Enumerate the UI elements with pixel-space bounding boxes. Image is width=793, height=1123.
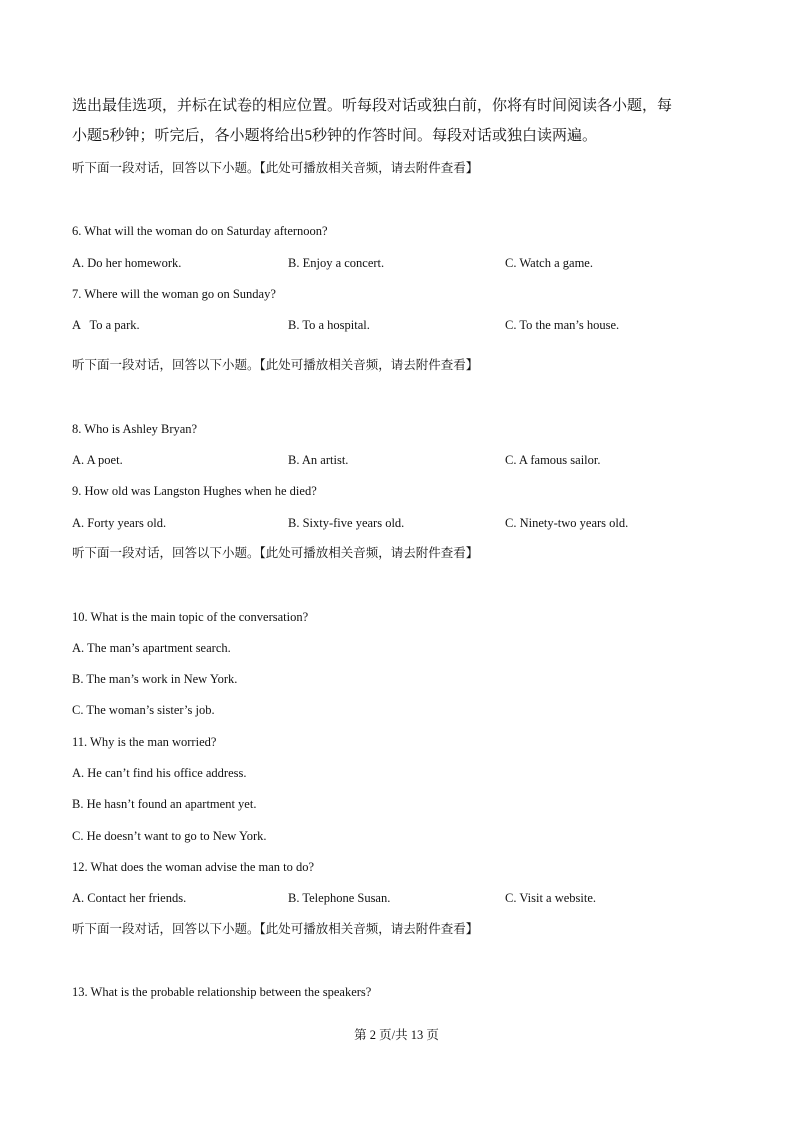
- question-11-option-b: B. He hasn’t found an apartment yet.: [72, 797, 257, 811]
- question-12: 12. What does the woman advise the man to do?: [72, 860, 315, 874]
- question-7: 7. Where will the woman go on Sunday?: [72, 287, 276, 301]
- question-12-option-a: A. Contact her friends.: [72, 891, 187, 905]
- question-7-option-b: B. To a hospital.: [288, 318, 370, 332]
- question-8-option-a: A. A poet.: [72, 453, 123, 467]
- question-7-option-a: A To a park.: [72, 318, 140, 332]
- question-9-option-c: C. Ninety-two years old.: [505, 516, 629, 530]
- question-6-option-c: C. Watch a game.: [505, 256, 593, 270]
- question-12-option-c: C. Visit a website.: [505, 891, 597, 905]
- question-10-option-c: C. The woman’s sister’s job.: [72, 703, 215, 717]
- question-9-option-a: A. Forty years old.: [72, 516, 167, 530]
- question-7-option-c: C. To the man’s house.: [505, 318, 620, 332]
- question-10-option-a: A. The man’s apartment search.: [72, 641, 231, 655]
- question-6: 6. What will the woman do on Saturday afternoon?: [72, 224, 328, 238]
- section-note: 听下面一段对话，回答以下小题。【此处可播放相关音频，请去附件查看】: [72, 921, 479, 936]
- instructions-line-2: 小题5秒钟；听完后，各小题将给出5秒钟的作答时间。每段对话或独白读两遍。: [72, 128, 598, 144]
- question-12-option-b: B. Telephone Susan.: [288, 891, 391, 905]
- question-10: 10. What is the main topic of the conversation?: [72, 610, 309, 624]
- question-10-option-b: B. The man’s work in New York.: [72, 672, 238, 686]
- question-11-option-c: C. He doesn’t want to go to New York.: [72, 829, 267, 843]
- question-8-option-b: B. An artist.: [288, 453, 349, 467]
- question-8: 8. Who is Ashley Bryan?: [72, 422, 198, 436]
- question-6-option-a: A. Do her homework.: [72, 256, 182, 270]
- question-9: 9. How old was Langston Hughes when he died?: [72, 484, 317, 498]
- section-note: 听下面一段对话，回答以下小题。【此处可播放相关音频，请去附件查看】: [72, 545, 479, 560]
- page-footer: 第 2 页/共 13 页: [354, 1028, 439, 1042]
- section-note: 听下面一段对话，回答以下小题。【此处可播放相关音频，请去附件查看】: [72, 160, 479, 175]
- question-11: 11. Why is the man worried?: [72, 735, 217, 749]
- instructions-line-1: 选出最佳选项，并标在试卷的相应位置。听每段对话或独白前，你将有时间阅读各小题，每: [72, 98, 673, 114]
- question-11-option-a: A. He can’t find his office address.: [72, 766, 247, 780]
- question-8-option-c: C. A famous sailor.: [505, 453, 601, 467]
- question-9-option-b: B. Sixty-five years old.: [288, 516, 405, 530]
- section-note: 听下面一段对话，回答以下小题。【此处可播放相关音频，请去附件查看】: [72, 357, 479, 372]
- question-13: 13. What is the probable relationship between the speakers?: [72, 985, 372, 999]
- question-6-option-b: B. Enjoy a concert.: [288, 256, 385, 270]
